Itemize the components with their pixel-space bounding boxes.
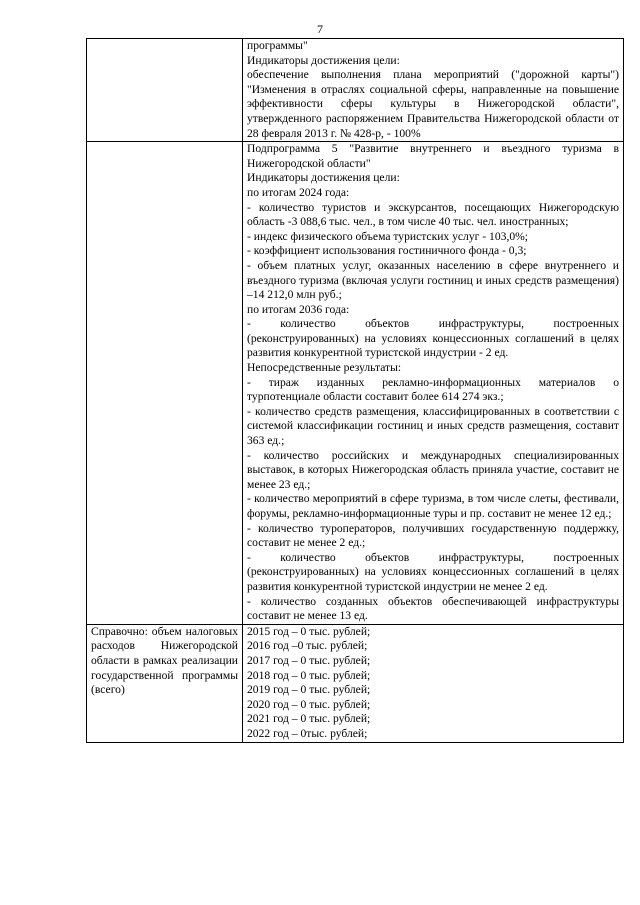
paragraph: обеспечение выполнения плана мероприятий ("дорожной карты") "Изменения в отраслях социальной сферы, направленные на повышение эффективности сферы культуры в Нижегородской области", утвержденного распоряжением Правительства Нижегородской области от 28 февраля 2013 г. № 428-р, - 100% [247, 68, 619, 140]
list-item: - количество мероприятий в сфере туризма, в том числе слеты, фестивали, форумы, рекламно-информационные туры и пр. составит не менее 12 ед.; [247, 492, 619, 520]
page-number: 7 [317, 22, 323, 36]
row-label-cell [87, 39, 243, 142]
year-line: 2015 год – 0 тыс. рублей; [247, 624, 371, 638]
year-line: 2022 год – 0тыс. рублей; [247, 726, 368, 740]
list-item: - тираж изданных рекламно-информационных материалов о турпотенциале области составит более 614 274 экз.; [247, 375, 619, 404]
year-line: 2017 год – 0 тыс. рублей; [247, 653, 371, 667]
table-row [87, 142, 624, 625]
year-line: 2019 год – 0 тыс. рублей; [247, 683, 371, 697]
list-item: - количество объектов инфраструктуры, построенных (реконструированных) на условиях концессионных соглашений в целях развития конкурентной туристской индустрии не менее 2 ед. [247, 550, 619, 593]
paragraph: Непосредственные результаты: [247, 361, 402, 375]
list-item: - количество туристов и экскурсантов, посещающих Нижегородскую область -3 088,6 тыс. чел., в том числе 40 тыс. чел. иностранных; [247, 200, 619, 229]
list-item: - количество туроператоров, получивших государственную поддержку, составит не менее 2 ед.; [247, 521, 619, 550]
paragraph: по итогам 2024 года: [247, 185, 350, 199]
paragraph: по итогам 2036 года: [247, 302, 350, 316]
row-content-cell [243, 142, 624, 625]
table-row [87, 624, 624, 742]
list-item: - индекс физического объема туристских услуг - 103,0%; [247, 229, 529, 243]
paragraph: Индикаторы достижения цели: [247, 53, 400, 67]
passport-table [86, 38, 624, 743]
year-line: 2016 год –0 тыс. рублей; [247, 639, 368, 653]
row-content-cell [243, 624, 624, 742]
list-item: - количество созданных объектов обеспечивающей инфраструктуры составит не менее 13 ед. [247, 594, 619, 623]
paragraph: Индикаторы достижения цели: [247, 171, 400, 185]
list-item: - количество средств размещения, классифицированных в соответствии с системой классификации гостиниц и иных средств размещения, составит 363 ед.; [247, 404, 619, 448]
table-row [87, 39, 624, 142]
year-line: 2018 год – 0 тыс. рублей; [247, 668, 371, 682]
list-item: - объем платных услуг, оказанных населению в сфере внутреннего и въездного туризма (включая услуги гостиниц и иных средств размещения) –14 212,0 млн руб.; [247, 258, 619, 302]
row-content-cell [243, 39, 624, 142]
paragraph: программы" [247, 39, 308, 52]
tax-expenditure-label: Справочно: объем налоговых расходов Нижегородской области в рамках реализации государственной программы (всего) [91, 624, 238, 697]
year-line: 2020 год – 0 тыс. рублей; [247, 697, 371, 711]
subprogram-title: Подпрограмма 5 "Развитие внутреннего и въездного туризма в Нижегородской области" [247, 142, 619, 170]
row-label-cell [87, 624, 243, 742]
list-item: - количество российских и международных специализированных выставок, в которых Нижегородская область приняла участие, составит не менее 23 ед.; [247, 448, 619, 491]
year-line: 2021 год – 0 тыс. рублей; [247, 712, 371, 726]
row-label-cell [87, 142, 243, 625]
list-item: - количество объектов инфраструктуры, построенных (реконструированных) на условиях концессионных соглашений в целях развития конкурентной туристской индустрии - 2 ед. [247, 317, 619, 360]
list-item: - коэффициент использования гостиничного фонда - 0,3; [247, 244, 527, 258]
